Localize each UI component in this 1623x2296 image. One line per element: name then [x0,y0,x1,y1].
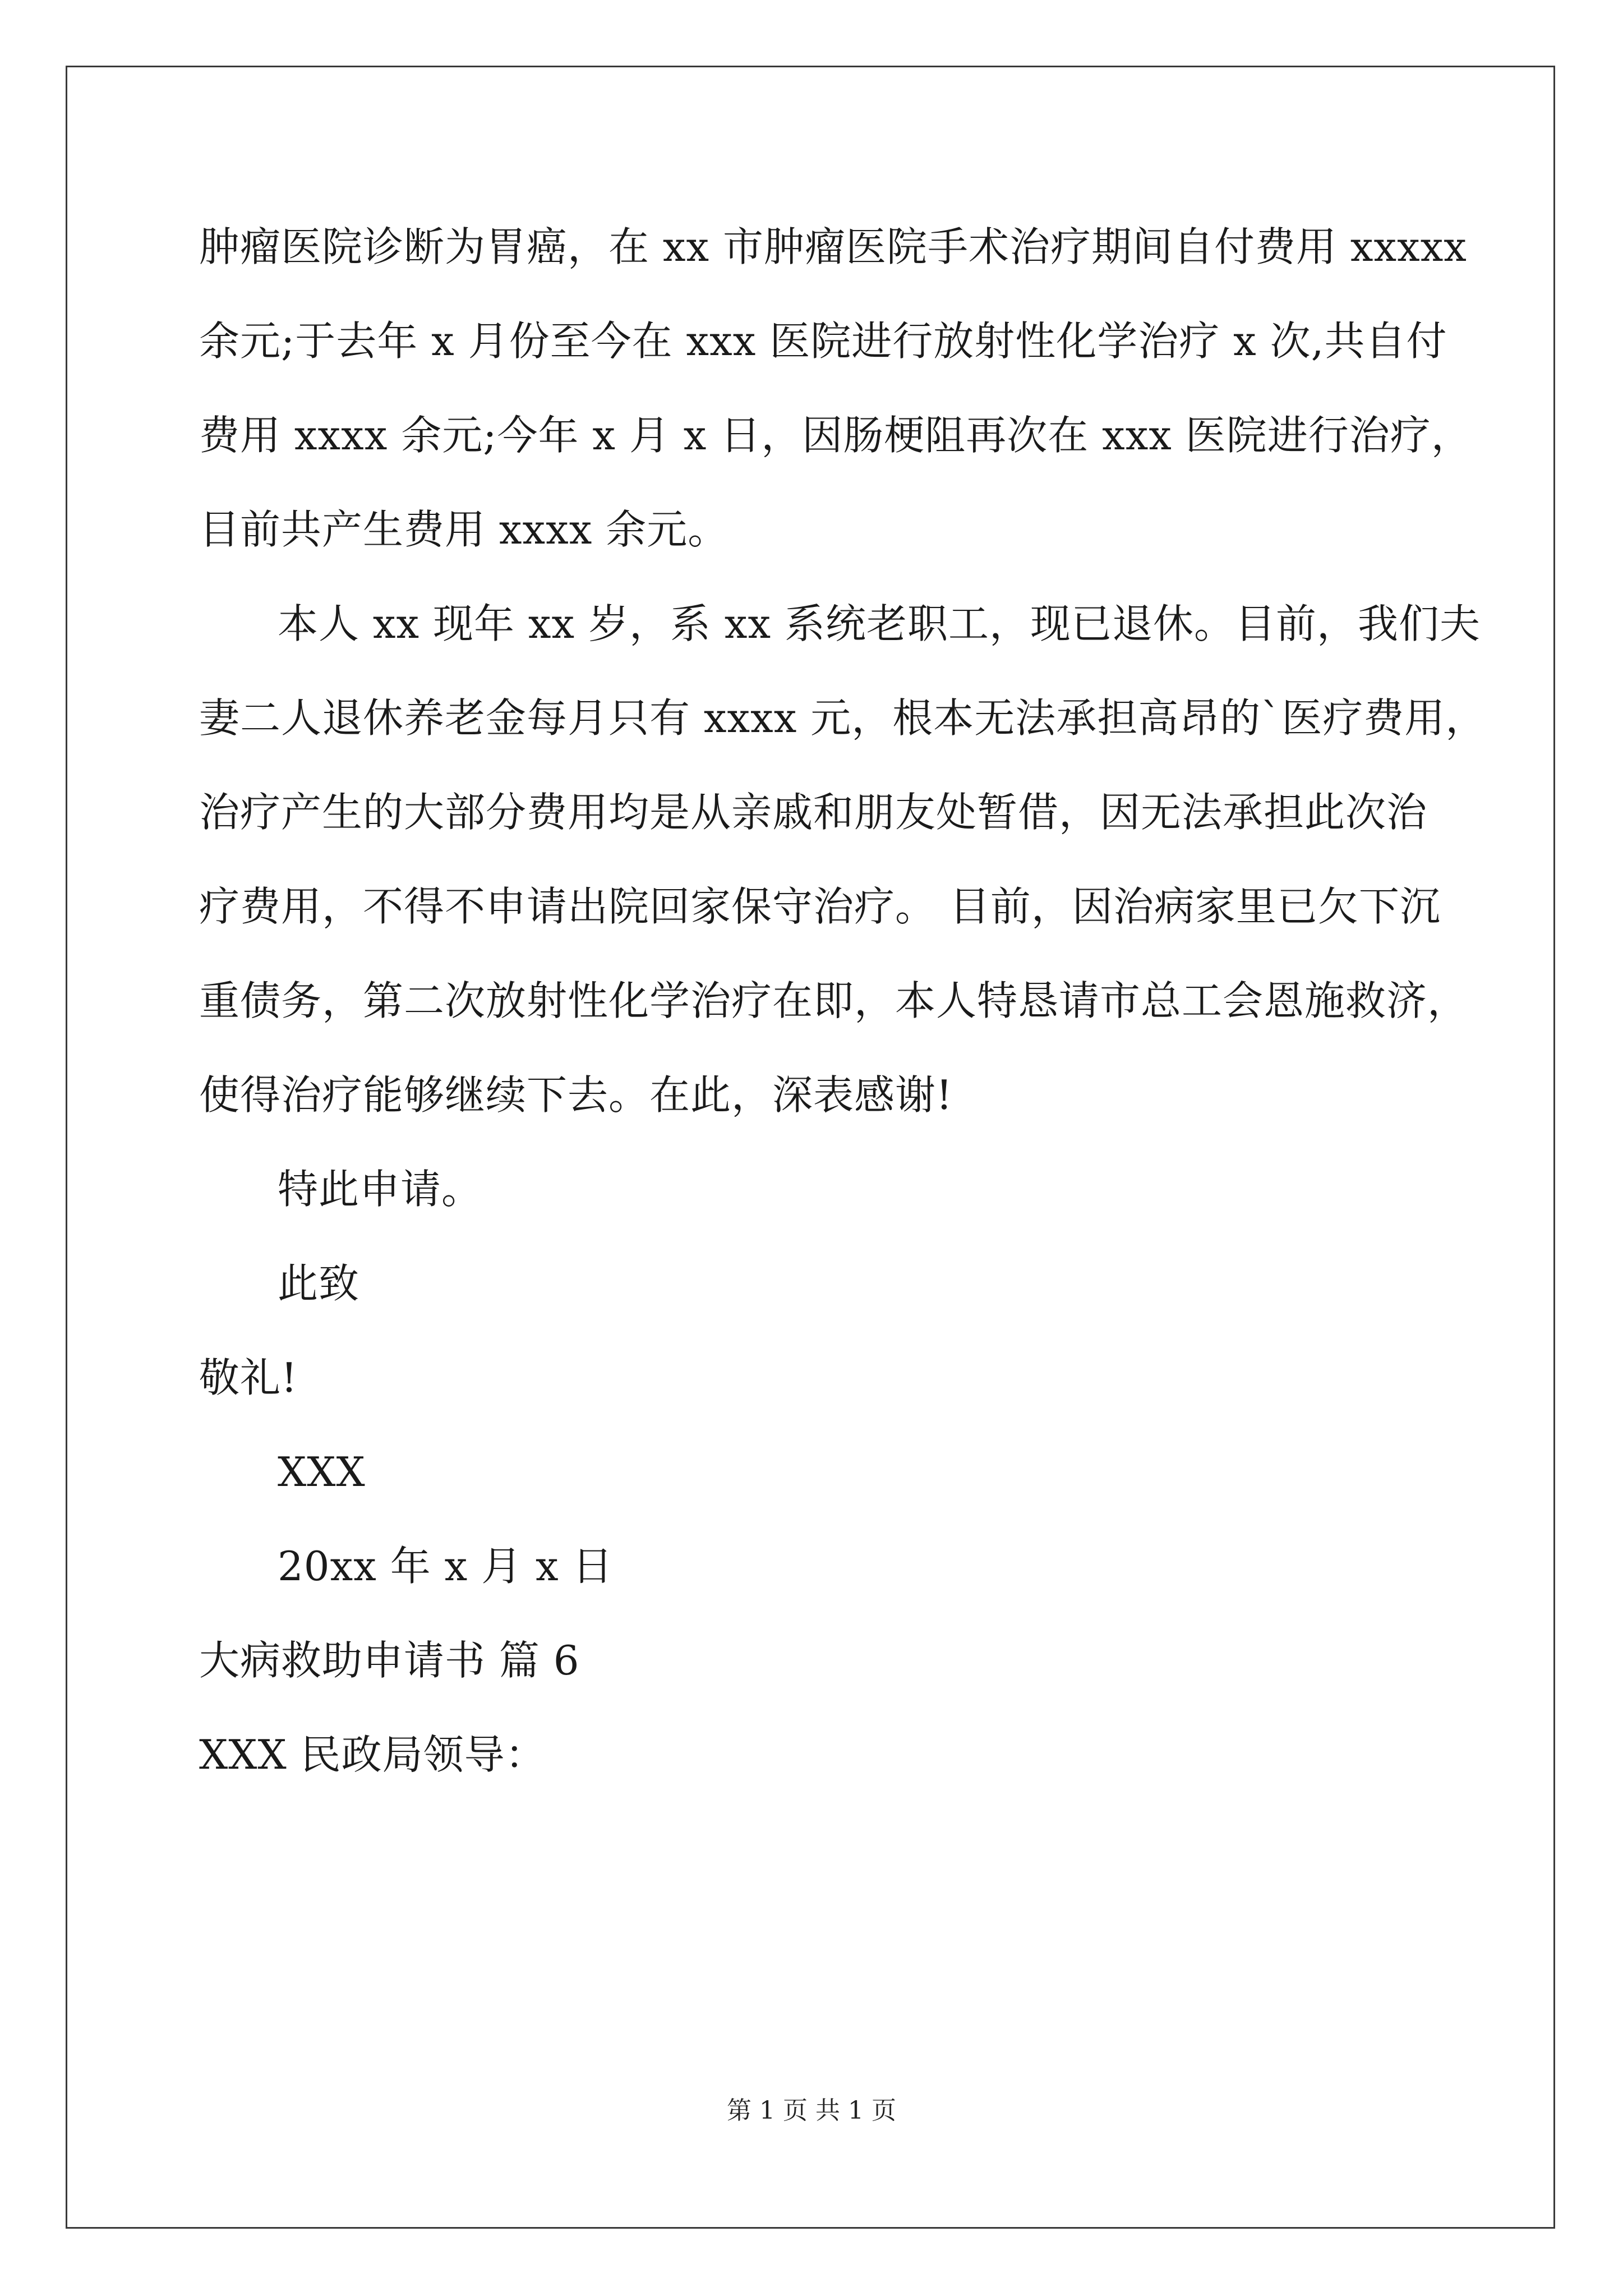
paragraph-line-5: 本人 xx 现年 xx 岁，系 xx 系统老职工，现已退休。目前，我们夫 [278,600,1481,647]
paragraph-line-10: 使得治疗能够继续下去。在此，深表感谢! [199,1071,953,1119]
section-title: 大病救助申请书 篇 6 [199,1637,580,1684]
paragraph-line-8: 疗费用，不得不申请出院回家保守治疗。 目前，因治病家里已欠下沉 [199,883,1441,930]
addressee-line: XXX 民政局领导： [199,1731,546,1778]
paragraph-line-2: 余元;于去年 x 月份至今在 xxx 医院进行放射性化学治疗 x 次,共自付 [199,318,1447,365]
page-border [66,66,1555,2229]
closing-salutation: 此致 [278,1260,360,1307]
paragraph-line-6: 妻二人退休养老金每月只有 xxxx 元，根本无法承担高昂的`医疗费用， [199,694,1487,742]
closing-regards: 敬礼! [199,1354,298,1401]
paragraph-line-1: 肿瘤医院诊断为胃癌，在 xx 市肿瘤医院手术治疗期间自付费用 xxxxx [199,223,1467,270]
paragraph-line-7: 治疗产生的大部分费用均是从亲戚和朋友处暂借，因无法承担此次治 [199,789,1428,836]
page-number-footer: 第 1 页 共 1 页 [727,2096,896,2125]
signature-name: XXX [278,1448,366,1496]
paragraph-line-9: 重债务，第二次放射性化学治疗在即，本人特恳请市总工会恩施救济， [199,977,1469,1024]
paragraph-line-3: 费用 xxxx 余元;今年 x 月 x 日，因肠梗阻再次在 xxx 医院进行治疗， [199,412,1472,459]
closing-request: 特此申请。 [278,1166,483,1213]
signature-date: 20xx 年 x 月 x 日 [278,1543,614,1590]
paragraph-line-4: 目前共产生费用 xxxx 余元。 [199,506,729,553]
